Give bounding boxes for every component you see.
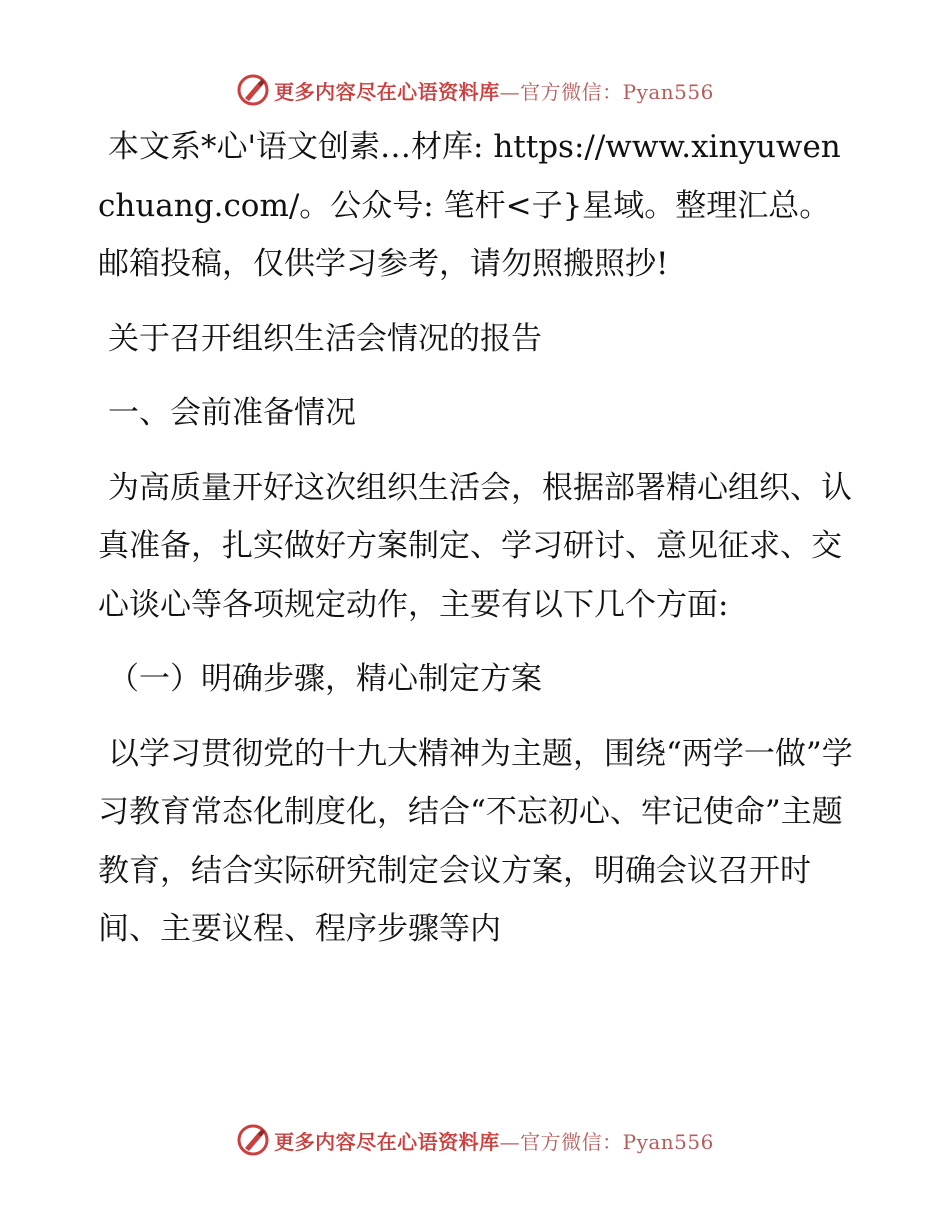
paragraph: 以学习贯彻党的十九大精神为主题，围绕“两学一做”学习教育常态化制度化，结合“不忘初心、牢记使命”主题教育，结合实际研究制定会议方案，明确会议召开时间、主要议程、程序步骤等内 (98, 735, 853, 947)
subsection-heading: （一）明确步骤，精心制定方案 (108, 661, 542, 697)
pen-logo-icon (236, 1123, 270, 1157)
header-watermark (0, 70, 950, 110)
source-notice: 本文系*心'语文创素…材库: https://www.xinyuwenchuang.com/。公众号: 笔杆<子}星域。整理汇总。邮箱投稿，仅供学习参考，请勿照搬照抄! (98, 129, 841, 282)
footer-watermark (0, 1120, 950, 1160)
paragraph: 为高质量开好这次组织生活会，根据部署精心组织、认真准备，扎实做好方案制定、学习研讨、意见征求、交心谈心等各项规定动作，主要有以下几个方面: (98, 469, 852, 623)
document-body (98, 118, 858, 959)
document-title: 关于召开组织生活会情况的报告 (108, 320, 542, 357)
watermark-text: 更多内容尽在心语资料库—官方微信：Pyan556 (274, 79, 714, 104)
watermark-text: 更多内容尽在心语资料库—官方微信：Pyan556 (274, 1129, 714, 1154)
pen-logo-icon (236, 73, 270, 107)
section-heading: 一、会前准备情况 (108, 395, 356, 431)
